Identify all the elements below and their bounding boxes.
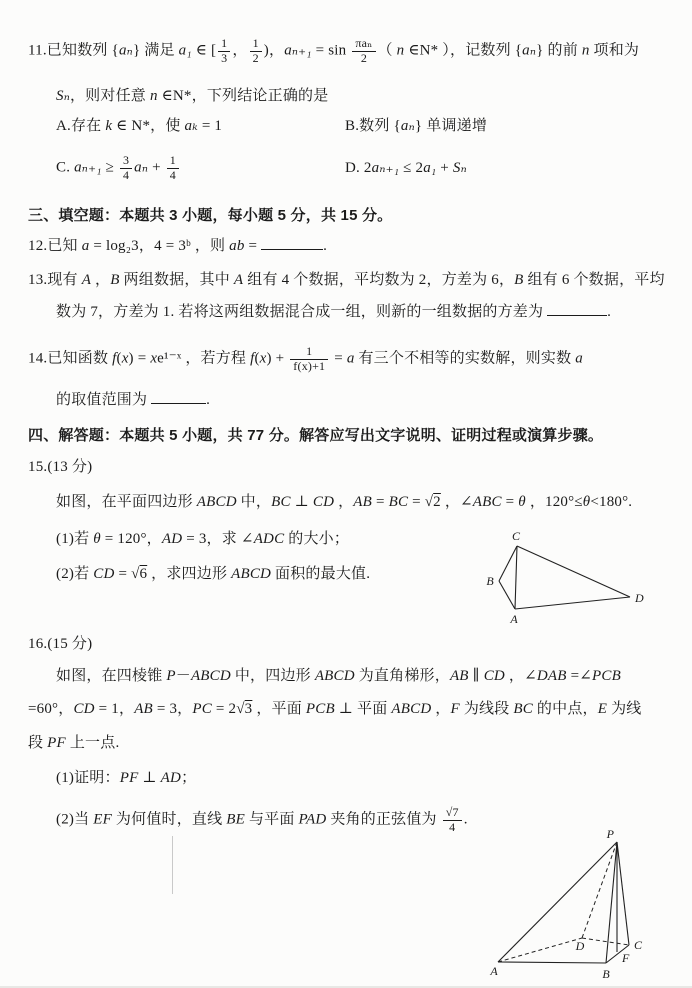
- quadrilateral-abcd-figure: [472, 528, 652, 628]
- question-16-part-2: (2)当 EF 为何值时，直线 BE 与平面 PAD 夹角的正弦值为 $\frac{√7}{4}$ .: [56, 805, 468, 834]
- pyramid-pabcd-figure: [486, 828, 656, 986]
- edge-cb: [499, 546, 517, 581]
- question-11-option-b: B.数列 {aₙ} 单调递增: [345, 118, 488, 134]
- question-13-line-1: 13.现有 A ，B 两组数据，其中 A 组有 4 个数据，平均数为 2，方差为 6，B 组有 6 个数据，平均: [28, 272, 665, 288]
- vertex-label-b: B: [602, 967, 610, 981]
- question-16-line-3: 段 PF 上一点.: [28, 735, 120, 751]
- vertex-label-c: C: [511, 529, 521, 543]
- question-12-line-1: 12.已知 a = log₂3，4 = 3ᵇ ，则 ab = .: [28, 238, 328, 254]
- edge-ad: [515, 597, 630, 609]
- vertex-label-d: D: [635, 591, 644, 605]
- vertex-label-a: A: [510, 612, 518, 626]
- question-15-intro: 如图，在平面四边形 ABCD 中，BC ⊥ CD ，AB = BC = √2 ，∠ABC = θ ，120°≤θ<180°.: [56, 494, 633, 510]
- question-11-option-c: C. aₙ₊₁ ≥ $\frac{3}{4}$ aₙ + $\frac{1}{4}$: [56, 154, 181, 183]
- edge-pb: [606, 842, 617, 963]
- vertex-label-c: C: [634, 938, 643, 952]
- scan-artifact-line: [172, 836, 173, 894]
- question-16-part-1: (1)证明：PF ⊥ AD；: [56, 770, 197, 786]
- question-13-line-2: 数为 7，方差为 1. 若将这两组数据混合成一组，则新的一组数据的方差为 .: [56, 304, 612, 320]
- question-11-option-d: D. 2aₙ₊₁ ≤ 2a₁ + Sₙ: [345, 160, 467, 176]
- question-11-line-1: 11.已知数列 {aₙ} 满足 a₁ ∈ [ $\frac{1}{3}$ ， $\frac{1}{2}$ )，aₙ₊₁ = sin $\frac{\text{πaₙ}}{2}$ （ n ∈N* ），记数列 {aₙ} 的前 n 项和为: [28, 36, 640, 65]
- question-16-line-2: =60°，CD = 1，AB = 3，PC = 2√3 ，平面 PCB ⊥ 平面 ABCD ，F 为线段 BC 的中点，E 为线: [28, 701, 642, 717]
- section-3-header: 三、填空题：本题共 3 小题，每小题 5 分，共 15 分。: [28, 207, 393, 224]
- question-15-header: 15.(13 分): [28, 459, 93, 475]
- edge-pa: [498, 842, 617, 962]
- question-16-line-1: 如图，在四棱锥 P－ABCD 中，四边形 ABCD 为直角梯形，AB ∥ CD ，∠DAB =∠PCB: [56, 668, 621, 684]
- section-4-header: 四、解答题：本题共 5 小题，共 77 分。解答应写出文字说明、证明过程或演算步骤。: [28, 427, 604, 444]
- question-11-option-a: A.存在 k ∈ N*，使 aₖ = 1: [56, 118, 223, 134]
- vertex-label-d: D: [575, 939, 585, 953]
- vertex-label-p: P: [606, 828, 614, 841]
- question-15-part-1: (1)若 θ = 120°，AD = 3，求 ∠ADC 的大小；: [56, 531, 350, 547]
- question-16-header: 16.(15 分): [28, 636, 93, 652]
- edge-ac: [515, 546, 517, 609]
- vertex-label-f: F: [622, 951, 630, 965]
- edge-cd: [517, 546, 630, 597]
- vertex-label-b: B: [486, 574, 494, 588]
- edge-ba: [499, 581, 515, 609]
- question-11-line-2: Sₙ，则对任意 n ∈N*，下列结论正确的是: [56, 88, 329, 104]
- vertex-label-a: A: [490, 964, 498, 978]
- question-14-line-1: 14.已知函数 f(x) = xe¹⁻ˣ ，若方程 f(x) + $\frac{1}{f(x)+1}$ = a 有三个不相等的实数解，则实数 a: [28, 344, 583, 373]
- edge-pc: [617, 842, 629, 945]
- question-15-part-2: (2)若 CD = √6 ，求四边形 ABCD 面积的最大值.: [56, 566, 371, 582]
- edge-ab: [498, 962, 606, 963]
- edge-dc-hidden: [582, 938, 629, 945]
- question-14-line-2: 的取值范围为 .: [56, 392, 211, 408]
- edge-pd-hidden: [582, 842, 617, 938]
